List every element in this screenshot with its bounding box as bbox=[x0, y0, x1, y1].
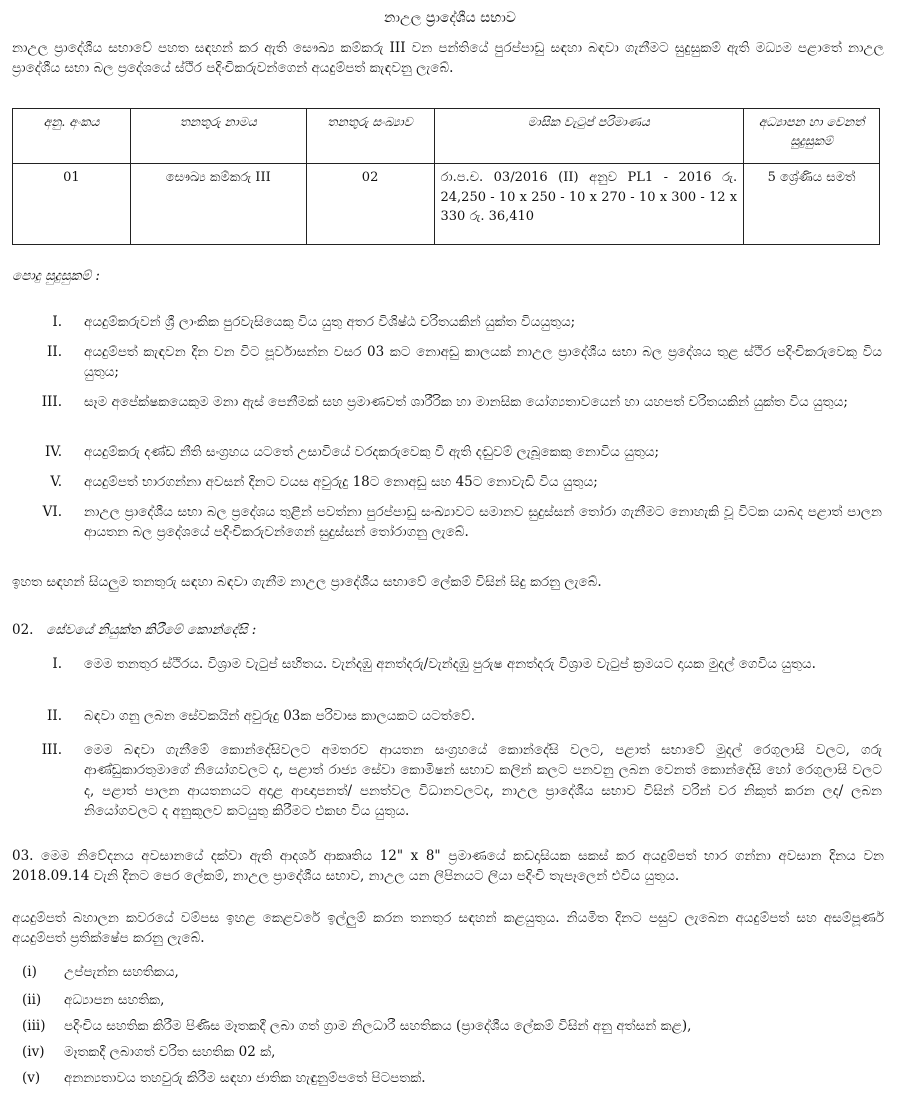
list-item bbox=[14, 342, 882, 383]
list-item bbox=[14, 442, 882, 462]
header-salary-scale: මාසික වැටුප් පරිමාණය bbox=[434, 109, 744, 164]
cell-qualification: 5 ශ්‍රේණිය සමත් bbox=[744, 164, 880, 245]
general-qualifications-title: පොදු සුදුසුකම් : bbox=[12, 268, 100, 284]
list-item-text: මෙම තනතුර ස්ථිරය. විශ්‍රාම වැටුප් සහිතය. වැන්දඹු අනත්දරු/වැන්දඹු පුරුෂ අනත්දරු විශ්‍රාම වැටුප් ක්‍රමයට දායක මුදල් ගෙවිය යුතුය. bbox=[84, 656, 816, 672]
list-item-number: (v) bbox=[22, 1070, 41, 1086]
intro-paragraph: නාඋල ප්‍රාදේශීය සභාවේ පහත සඳහන් කර ඇති සෞඛ්‍ය කම්කරු III වන පන්තියේ පුරප්පාඩු සඳහා බඳවා ගැනීමට සුදුසුකම් ඇති මධ්‍යම පළාතේ නාඋල ප්‍රාදේශීය සභා බල ප්‍රදේශයේ ස්ථිර පදිංචිකරුවන්ගෙන් අයදුම්පත් කැඳවනු ලැබේ. bbox=[12, 40, 884, 77]
list-item-number: I. bbox=[52, 314, 62, 330]
service-conditions-title bbox=[12, 620, 256, 640]
list-item-text: බඳවා ගනු ලබන සේවකයින් අවුරුදු 03ක පරිවාස කාලයකට යටත්වේ. bbox=[84, 708, 476, 724]
list-item-text: අයදුම්කරු දණ්ඩ නීති සංග්‍රහය යටතේ උසාවියේ වරදකරුවෙකු වී ඇති දඬුවම් ලැබූකෙකු නොවිය යුතුය; bbox=[84, 444, 660, 460]
section-heading: සේවයේ නියුක්ත කිරීමේ කොන්දේසි : bbox=[46, 622, 257, 638]
list-item bbox=[14, 312, 882, 332]
list-item-text: නාඋල ප්‍රාදේශීය සභා බල ප්‍රදේශය තුළින් පවත්නා පුරප්පාඩු සංඛ්‍යාවට සමානව සුදුස්සන් තෝරා ගැනීමට නොහැකි වූ විටක යාබද පළාත් පාලන ආයතන බල ප්‍රදේශයේ පදිංචිකරුවන්ගෙන් සුදුස්සන් තෝරාගනු ලැබේ. bbox=[84, 504, 882, 541]
list-item-text: අයදුම්පත් කැඳවන දින වන විට පූර්වාසන්න වසර 03 කට නොඅඩු කාලයක් නාඋල ප්‍රාදේශීය සභා බල ප්‍රදේශය තුළ ස්ථිර පදිංචිකරුවෙකු විය යුතුය; bbox=[84, 344, 882, 381]
section-number: 02. bbox=[12, 622, 34, 638]
list-item bbox=[14, 502, 882, 543]
envelope-note: අයදුම්පත් බහාලන කවරයේ වම්පස ඉහළ කෙළවරේ ඉල්ලුම් කරන තනතුර සඳහන් කළයුතුය. නියමිත දිනට පසුව ලැබෙන අයදුම්පත් සහ අසම්පූර්ණ අයදුම්පත් ප්‍රතික්ෂේප කරනු ලැබේ. bbox=[12, 910, 884, 947]
cell-post-name: සෞඛ්‍ය කම්කරු III bbox=[130, 164, 306, 245]
table-header-row bbox=[13, 109, 880, 164]
vacancy-table bbox=[12, 108, 880, 245]
header-post-name: තනතුරු නාමය bbox=[130, 109, 306, 164]
submission-paragraph: 03. මෙම නිවේදනය අවසානයේ දක්වා ඇති ආදර්ශ ආකෘතිය 12" x 8" ප්‍රමාණයේ කඩදාසියක සකස් කර අයදුම්පත් භාර ගන්නා අවසාන දිනය වන 2018.09.14 වැනි දිනට පෙර ලේකම්, නාඋල ප්‍රාදේශීය සභාව, නාඋල යන ලිපිනයට ලියා පදිංචි තැපෑලෙන් එවිය යුතුය. bbox=[12, 848, 884, 885]
list-item bbox=[16, 1068, 882, 1088]
list-item-number: VI. bbox=[42, 504, 62, 520]
list-item bbox=[16, 1016, 882, 1036]
list-item-text: අධ්‍යාපන සහතික, bbox=[64, 992, 165, 1008]
list-item-number: III. bbox=[41, 394, 62, 410]
list-item-text: අයදුම්පත් භාරගන්නා අවසන් දිනට වයස අවුරුදු 18ට නොඅඩු සහ 45ට නොවැඩි විය යුතුය; bbox=[84, 474, 598, 490]
list-item-text: මෑතකදී ලබාගත් චරිත සහතික 02 ක්, bbox=[64, 1044, 276, 1060]
list-item-text: සෑම අපේක්ෂකයෙකුම මනා ඇස් පෙනීමක් සහ ප්‍රමාණවත් ශාරීරික හා මානසික යෝග්‍යතාවයෙන් හා යහපත් චරිතයකින් යුක්ත විය යුතුය; bbox=[84, 394, 848, 410]
list-item-number: (i) bbox=[22, 964, 37, 980]
list-item-number: (iv) bbox=[22, 1044, 45, 1060]
cell-post-count: 02 bbox=[306, 164, 434, 245]
list-item bbox=[14, 472, 882, 492]
header-qualifications: අධ්‍යාපන හා වෙනත් සුදුසුකම් bbox=[744, 109, 880, 164]
table-row bbox=[13, 164, 880, 245]
list-item-number: I. bbox=[52, 656, 62, 672]
list-item-number: (iii) bbox=[22, 1018, 46, 1034]
list-item bbox=[16, 1042, 882, 1062]
list-item bbox=[14, 740, 882, 821]
notice-title: නාඋල ප්‍රාදේශීය සභාව bbox=[384, 10, 516, 26]
list-item-text: මෙම බඳවා ගැනීමේ කොන්දේසිවලට අමතරව ආයතන සංග්‍රහයේ කොන්දේසි වලට, පළාත් සභාවේ මුදල් රෙගුලාසි වලට, ගරු ආණ්ඩුකාරතුමාගේ නියෝගවලට ද, පළාත් රාජ්‍ය සේවා කොමිෂන් සභාව කලින් කලට පනවනු ලබන වෙනත් කොන්දේසි හෝ රෙගුලාසි වලට ද, පළාත් පාලන ආයතනයට අදාළ ආඥාපනත්/ පනත්වල විධානවලටද, නාඋල ප්‍රාදේශීය සභාව විසින් වරින් වර නිකුත් කරන ලද/ ලබන නියෝගවලට ද අනුකූලව කටයුතු කිරීමට එකඟ විය යුතුය. bbox=[84, 742, 882, 819]
list-item-number: (ii) bbox=[22, 992, 42, 1008]
list-item bbox=[16, 990, 882, 1010]
list-item-text: පදිංචිය සහතික කිරීම පිණිස මෑතකදී ලබා ගත් ග්‍රාම නිලධාරී සහතිකය (ප්‍රාදේශීය ලේකම් විසින් අනු අත්සන් කළ), bbox=[64, 1018, 692, 1034]
list-item-text: අයදුම්කරුවන් ශ්‍රී ලාංකික පුරවැසියෙකු විය යුතු අතර විශිෂ්ඨ චරිතයකින් යුක්ත වියයුතුය; bbox=[84, 314, 576, 330]
header-post-count: තනතුරු සංඛ්‍යාව bbox=[306, 109, 434, 164]
recruitment-note: ඉහත සඳහන් සියලුම තනතුරු සඳහා බඳවා ගැනීම නාඋල ප්‍රාදේශීය සභාවේ ලේකම් විසින් සිදු කරනු ලැබේ. bbox=[12, 574, 602, 590]
list-item-number: III. bbox=[41, 742, 62, 758]
list-item bbox=[14, 706, 882, 726]
list-item bbox=[16, 962, 882, 982]
header-serial-no: අනු. අංකය bbox=[13, 109, 131, 164]
list-item-number: II. bbox=[47, 708, 62, 724]
list-item-number: II. bbox=[47, 344, 62, 360]
list-item-number: V. bbox=[50, 474, 62, 490]
list-item-text: අනන්‍යතාවය තහවුරු කිරීම සඳහා ජාතික හැඳුනුම්පතේ පිටපතක්. bbox=[64, 1070, 426, 1086]
cell-salary-scale: රා.ප.ච. 03/2016 (II) අනුව PL1 - 2016 රු. 24,250 - 10 x 250 - 10 x 270 - 10 x 300 - 12 x 330 රු. 36,410 bbox=[434, 164, 744, 245]
cell-serial-no: 01 bbox=[13, 164, 131, 245]
list-item bbox=[14, 392, 882, 412]
list-item bbox=[14, 654, 882, 674]
list-item-text: උප්පැන්න සහතිකය, bbox=[64, 964, 179, 980]
list-item-number: IV. bbox=[44, 444, 62, 460]
